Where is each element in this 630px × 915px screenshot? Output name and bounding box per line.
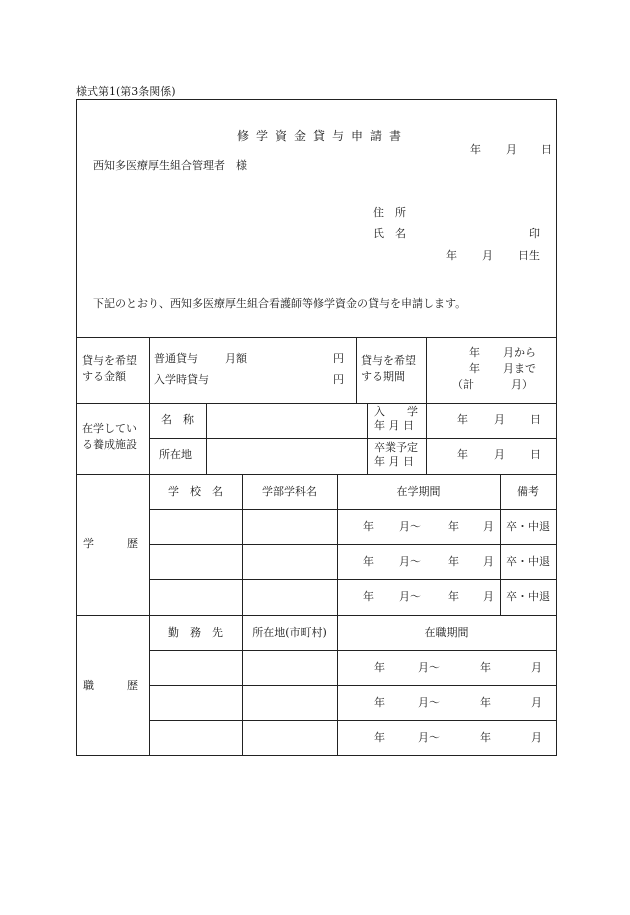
date-year: 年 <box>470 143 481 156</box>
edu-to-year: 年 <box>448 520 459 533</box>
form-number-label: 様式第1(第3条関係) <box>76 85 176 98</box>
period-total-open: （計 <box>452 378 474 391</box>
date-month: 月 <box>506 143 517 156</box>
grad-day: 日 <box>530 448 541 461</box>
entry-date-label: 入 学 年 月 日 <box>374 405 418 432</box>
loan-amount-label: 貸与を希望 する金額 <box>82 354 137 383</box>
work-to-year: 年 <box>480 731 491 744</box>
entry-month: 月 <box>494 413 505 426</box>
edu-from-month: 月〜 <box>399 555 421 568</box>
edu-to-year: 年 <box>448 555 459 568</box>
work-from-month: 月〜 <box>418 661 440 674</box>
edu-note: 卒・中退 <box>506 520 550 533</box>
school-address-label: 所在地 <box>159 448 192 461</box>
school-label: 在学してい る養成施設 <box>82 422 137 451</box>
school-name-label: 名 称 <box>161 413 194 426</box>
edu-note: 卒・中退 <box>506 555 550 568</box>
birth-day: 日生 <box>518 249 540 262</box>
edu-header-period: 在学期間 <box>396 484 441 498</box>
work-header-employer: 勤 務 先 <box>168 625 223 639</box>
work-to-year: 年 <box>480 661 491 674</box>
seal-mark: 印 <box>529 227 540 240</box>
entry-yen: 円 <box>333 373 344 386</box>
work-label: 職 歴 <box>83 679 138 692</box>
period-total-close: 月） <box>511 378 533 391</box>
edu-header-dept: 学部学科名 <box>262 484 317 498</box>
application-form <box>76 99 557 756</box>
grad-month: 月 <box>494 448 505 461</box>
normal-loan-label: 普通貸与 <box>154 352 198 365</box>
work-to-year: 年 <box>480 696 491 709</box>
period-to-year: 年 <box>469 362 480 375</box>
grad-year: 年 <box>457 448 468 461</box>
edu-header-note: 備考 <box>517 484 539 498</box>
work-from-year: 年 <box>374 661 385 674</box>
address-label: 住 所 <box>373 206 406 219</box>
monthly-label: 月額 <box>225 352 247 365</box>
grad-date-label: 卒業予定 年 月 日 <box>374 441 418 468</box>
edu-to-month: 月 <box>483 555 494 568</box>
education-label: 学 歴 <box>83 537 138 550</box>
edu-header-school: 学 校 名 <box>168 484 223 498</box>
work-to-month: 月 <box>531 696 542 709</box>
addressee: 西知多医療厚生組合管理者 様 <box>93 159 247 172</box>
edu-from-month: 月〜 <box>399 520 421 533</box>
normal-yen: 円 <box>333 352 344 365</box>
entry-year: 年 <box>457 413 468 426</box>
work-header-period: 在職期間 <box>424 625 469 639</box>
period-from-year: 年 <box>469 346 480 359</box>
edu-to-month: 月 <box>483 590 494 603</box>
edu-from-month: 月〜 <box>399 590 421 603</box>
birth-year: 年 <box>446 249 457 262</box>
edu-to-year: 年 <box>448 590 459 603</box>
edu-note: 卒・中退 <box>506 590 550 603</box>
period-to-month: 月まで <box>503 362 536 375</box>
edu-from-year: 年 <box>363 590 374 603</box>
work-from-month: 月〜 <box>418 731 440 744</box>
work-from-year: 年 <box>374 731 385 744</box>
work-from-year: 年 <box>374 696 385 709</box>
loan-period-label: 貸与を希望 する期間 <box>361 354 416 383</box>
period-from-month: 月から <box>503 346 536 359</box>
work-to-month: 月 <box>531 731 542 744</box>
edu-from-year: 年 <box>363 520 374 533</box>
date-day: 日 <box>541 143 552 156</box>
work-header-location: 所在地(市町村) <box>252 625 327 639</box>
entry-day: 日 <box>530 413 541 426</box>
name-label: 氏 名 <box>373 227 406 240</box>
work-from-month: 月〜 <box>418 696 440 709</box>
edu-from-year: 年 <box>363 555 374 568</box>
birth-month: 月 <box>482 249 493 262</box>
form-title: 修学資金貸与申請書 <box>237 129 409 143</box>
work-to-month: 月 <box>531 661 542 674</box>
request-statement: 下記のとおり、西知多医療厚生組合看護師等修学資金の貸与を申請します。 <box>93 297 467 310</box>
entry-loan-label: 入学時貸与 <box>154 373 209 386</box>
edu-to-month: 月 <box>483 520 494 533</box>
